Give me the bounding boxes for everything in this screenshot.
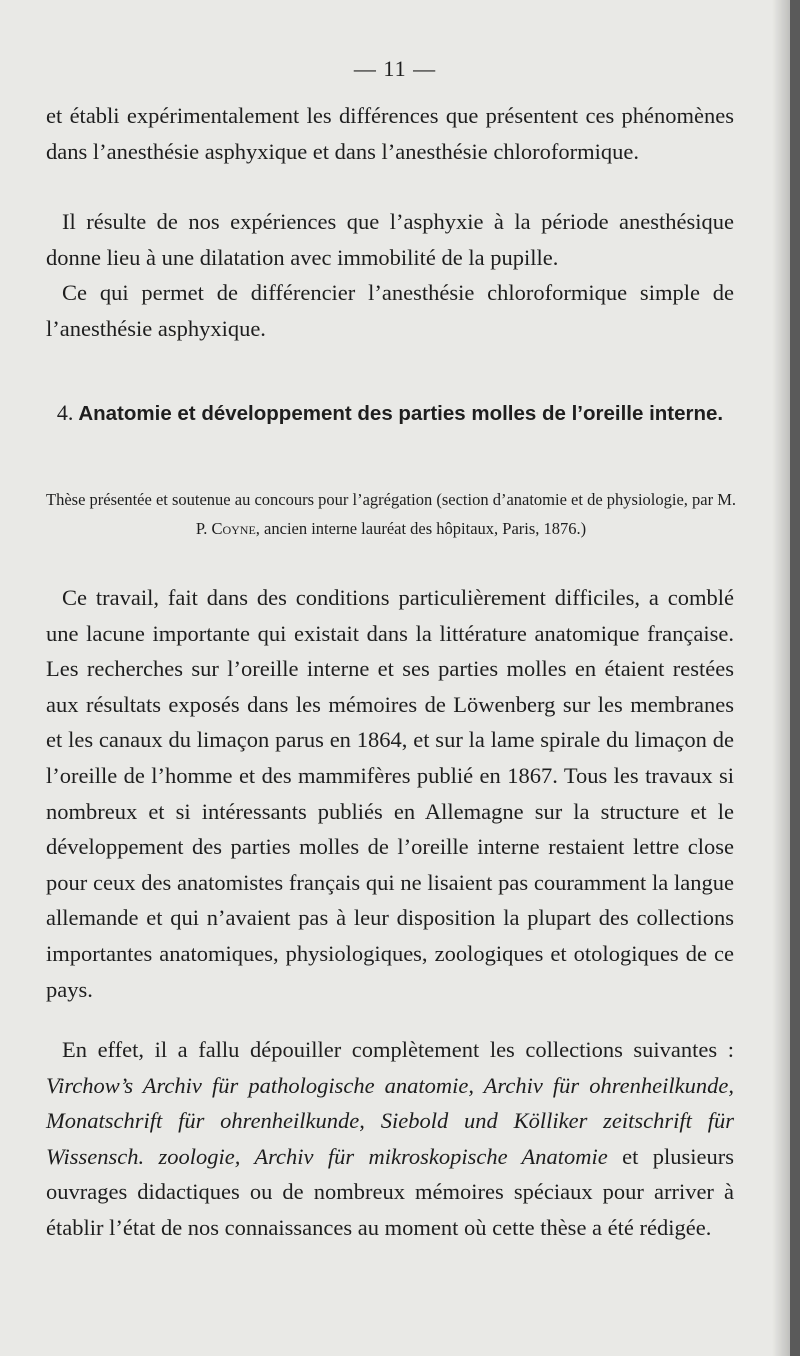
paragraph-asphyxia-result: Il résulte de nos expériences que l’asphyxie à la période anesthésique donne lieu à une dilatation avec immobilité de la pupille. xyxy=(46,209,734,270)
section-title: Anatomie et développement des parties molles de l’oreille interne. xyxy=(78,402,724,425)
paragraph-collections xyxy=(46,1032,734,1246)
collections-rest: et plusieurs ouvrages didactiques ou de nombreux mémoires spéciaux pour arriver à établir l’état de nos connaissances au moment où cette thèse a été rédigée. xyxy=(46,1143,734,1240)
thesis-note-rest: , ancien interne lauréat des hôpitaux, Paris, 1876.) xyxy=(255,519,587,538)
collections-intro: En effet, il a fallu dépouiller complètement les collections suivantes : xyxy=(62,1037,734,1062)
section-heading xyxy=(46,396,734,431)
page-edge-shadow xyxy=(772,0,790,1356)
paragraph-continuation: et établi expérimentalement les différences que présentent ces phénomènes dans l’anesthésie asphyxique et dans l’anesthésie chloroformique. xyxy=(46,103,734,164)
paragraph-travail: Ce travail, fait dans des conditions particulièrement difficiles, a comblé une lacune importante qui existait dans la littérature anatomique française. Les recherches sur l’oreille interne et ses parties molles en étaient restées aux résultats exposés dans les mémoires de Löwenberg sur les membranes et les canaux du limaçon parus en 1864, et sur la lame spirale du limaçon de l’oreille de l’homme et des mammifères publié en 1867. Tous les travaux si nombreux et si intéressants publiés en Allemagne sur la structure et le développement des parties molles de l’oreille interne restaient lettre close pour ceux des anatomistes français qui ne lisaient pas couramment la langue allemande et qui n’avaient pas à leur disposition la plupart des collections importantes anatomiques, physiologiques, zoologiques et otologiques de ce pays. xyxy=(46,585,734,1002)
thesis-author: Coyne xyxy=(211,519,256,538)
page-number: — 11 — xyxy=(353,56,437,81)
paragraph-differentiation: Ce qui permet de différencier l’anesthésie chloroformique simple de l’anesthésie asphyxique. xyxy=(46,280,734,341)
section-number: 4. xyxy=(56,400,74,425)
journal-list: Virchow’s Archiv für pathologische anatomie, Archiv für ohrenheilkunde, Monatschrift für ohrenheilkunde, Siebold und Kölliker zeitschrift für Wissensch. zoologie, Archiv für mikroskopische Anatomie xyxy=(46,1072,734,1169)
thesis-note xyxy=(46,485,736,543)
thesis-note-text: Thèse présentée et soutenue au concours pour l’agrégation (section d’anatomie et de physiologie, par M. P. xyxy=(46,490,737,538)
